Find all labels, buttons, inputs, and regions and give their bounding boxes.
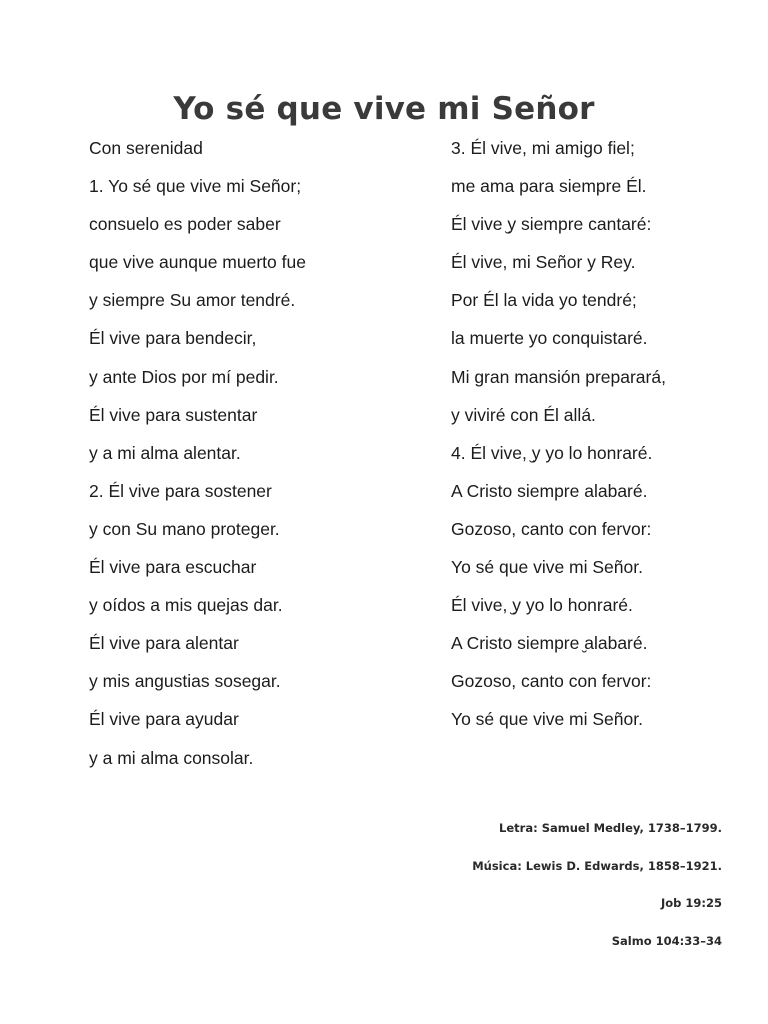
lyric-line: 3. Él vive, mi amigo fiel; [451,138,635,158]
lyric-line: y a mi alma alentar. [89,442,241,463]
lyric-line: y siempre Su amor tendré. [89,290,296,311]
lyric-line: Por Él la vida yo tendré; [451,290,637,311]
lyric-line: 4. Él vive, ̮y yo lo honraré. [451,442,653,463]
lyric-line: y viviré con Él allá. [451,404,596,425]
lyric-line: y con Su mano proteger. [89,518,280,539]
lyric-line: y ante Dios por mí pedir. [89,366,279,387]
lyric-line: Con serenidad [89,138,203,158]
lyric-line: 1. Yo sé que vive mi Señor; [89,176,302,197]
scripture-reference: Salmo 104:33–34 [611,933,722,948]
lyric-line: Él vive, ̮y yo lo honraré. [451,595,633,616]
lyrics-column-right [451,133,751,743]
lyric-line: Él vive para bendecir, [89,328,257,349]
lyric-line: Yo sé que vive mi Señor. [451,709,643,730]
scripture-reference: Job 19:25 [660,896,722,910]
lyric-line: Yo sé que vive mi Señor. [451,557,643,578]
lyric-line: me ama para siempre Él. [451,176,647,197]
lyric-line: y oídos a mis quejas dar. [89,595,283,616]
music-credit: Música: Lewis D. Edwards, 1858–1921. [472,858,722,873]
lyric-line: Él vive para sustentar [89,404,258,425]
lyric-line: y mis angustias sosegar. [89,671,281,692]
lyric-line: Gozoso, canto con fervor: [451,671,652,692]
lyric-line: A Cristo siempre alabaré. [451,480,648,501]
lyrics-column-left [89,133,419,781]
lyric-line: Él vive, mi Señor y Rey. [451,252,636,273]
lyric-line: Él vive para ayudar [89,709,239,730]
lyric-line: Él vive ̮y siempre cantaré: [451,214,652,235]
hymn-title: Yo sé que vive mi Señor [173,90,595,127]
lyric-line: Gozoso, canto con fervor: [451,518,652,539]
lyric-line: A Cristo siempre ̮alabaré. [451,633,648,654]
lyric-line: consuelo es poder saber [89,214,281,235]
lyric-line: 2. Él vive para sostener [89,480,272,501]
lyric-line: Él vive para escuchar [89,557,257,578]
lyric-line: y a mi alma consolar. [89,747,254,768]
hymn-credits [472,812,722,962]
lyric-line: Mi gran mansión preparará, [451,366,666,387]
lyric-line: Él vive para alentar [89,633,239,654]
lyric-line: que vive aunque muerto fue [89,252,306,273]
lyric-line: la muerte yo conquistaré. [451,328,648,349]
lyrics-credit: Letra: Samuel Medley, 1738–1799. [499,821,722,835]
